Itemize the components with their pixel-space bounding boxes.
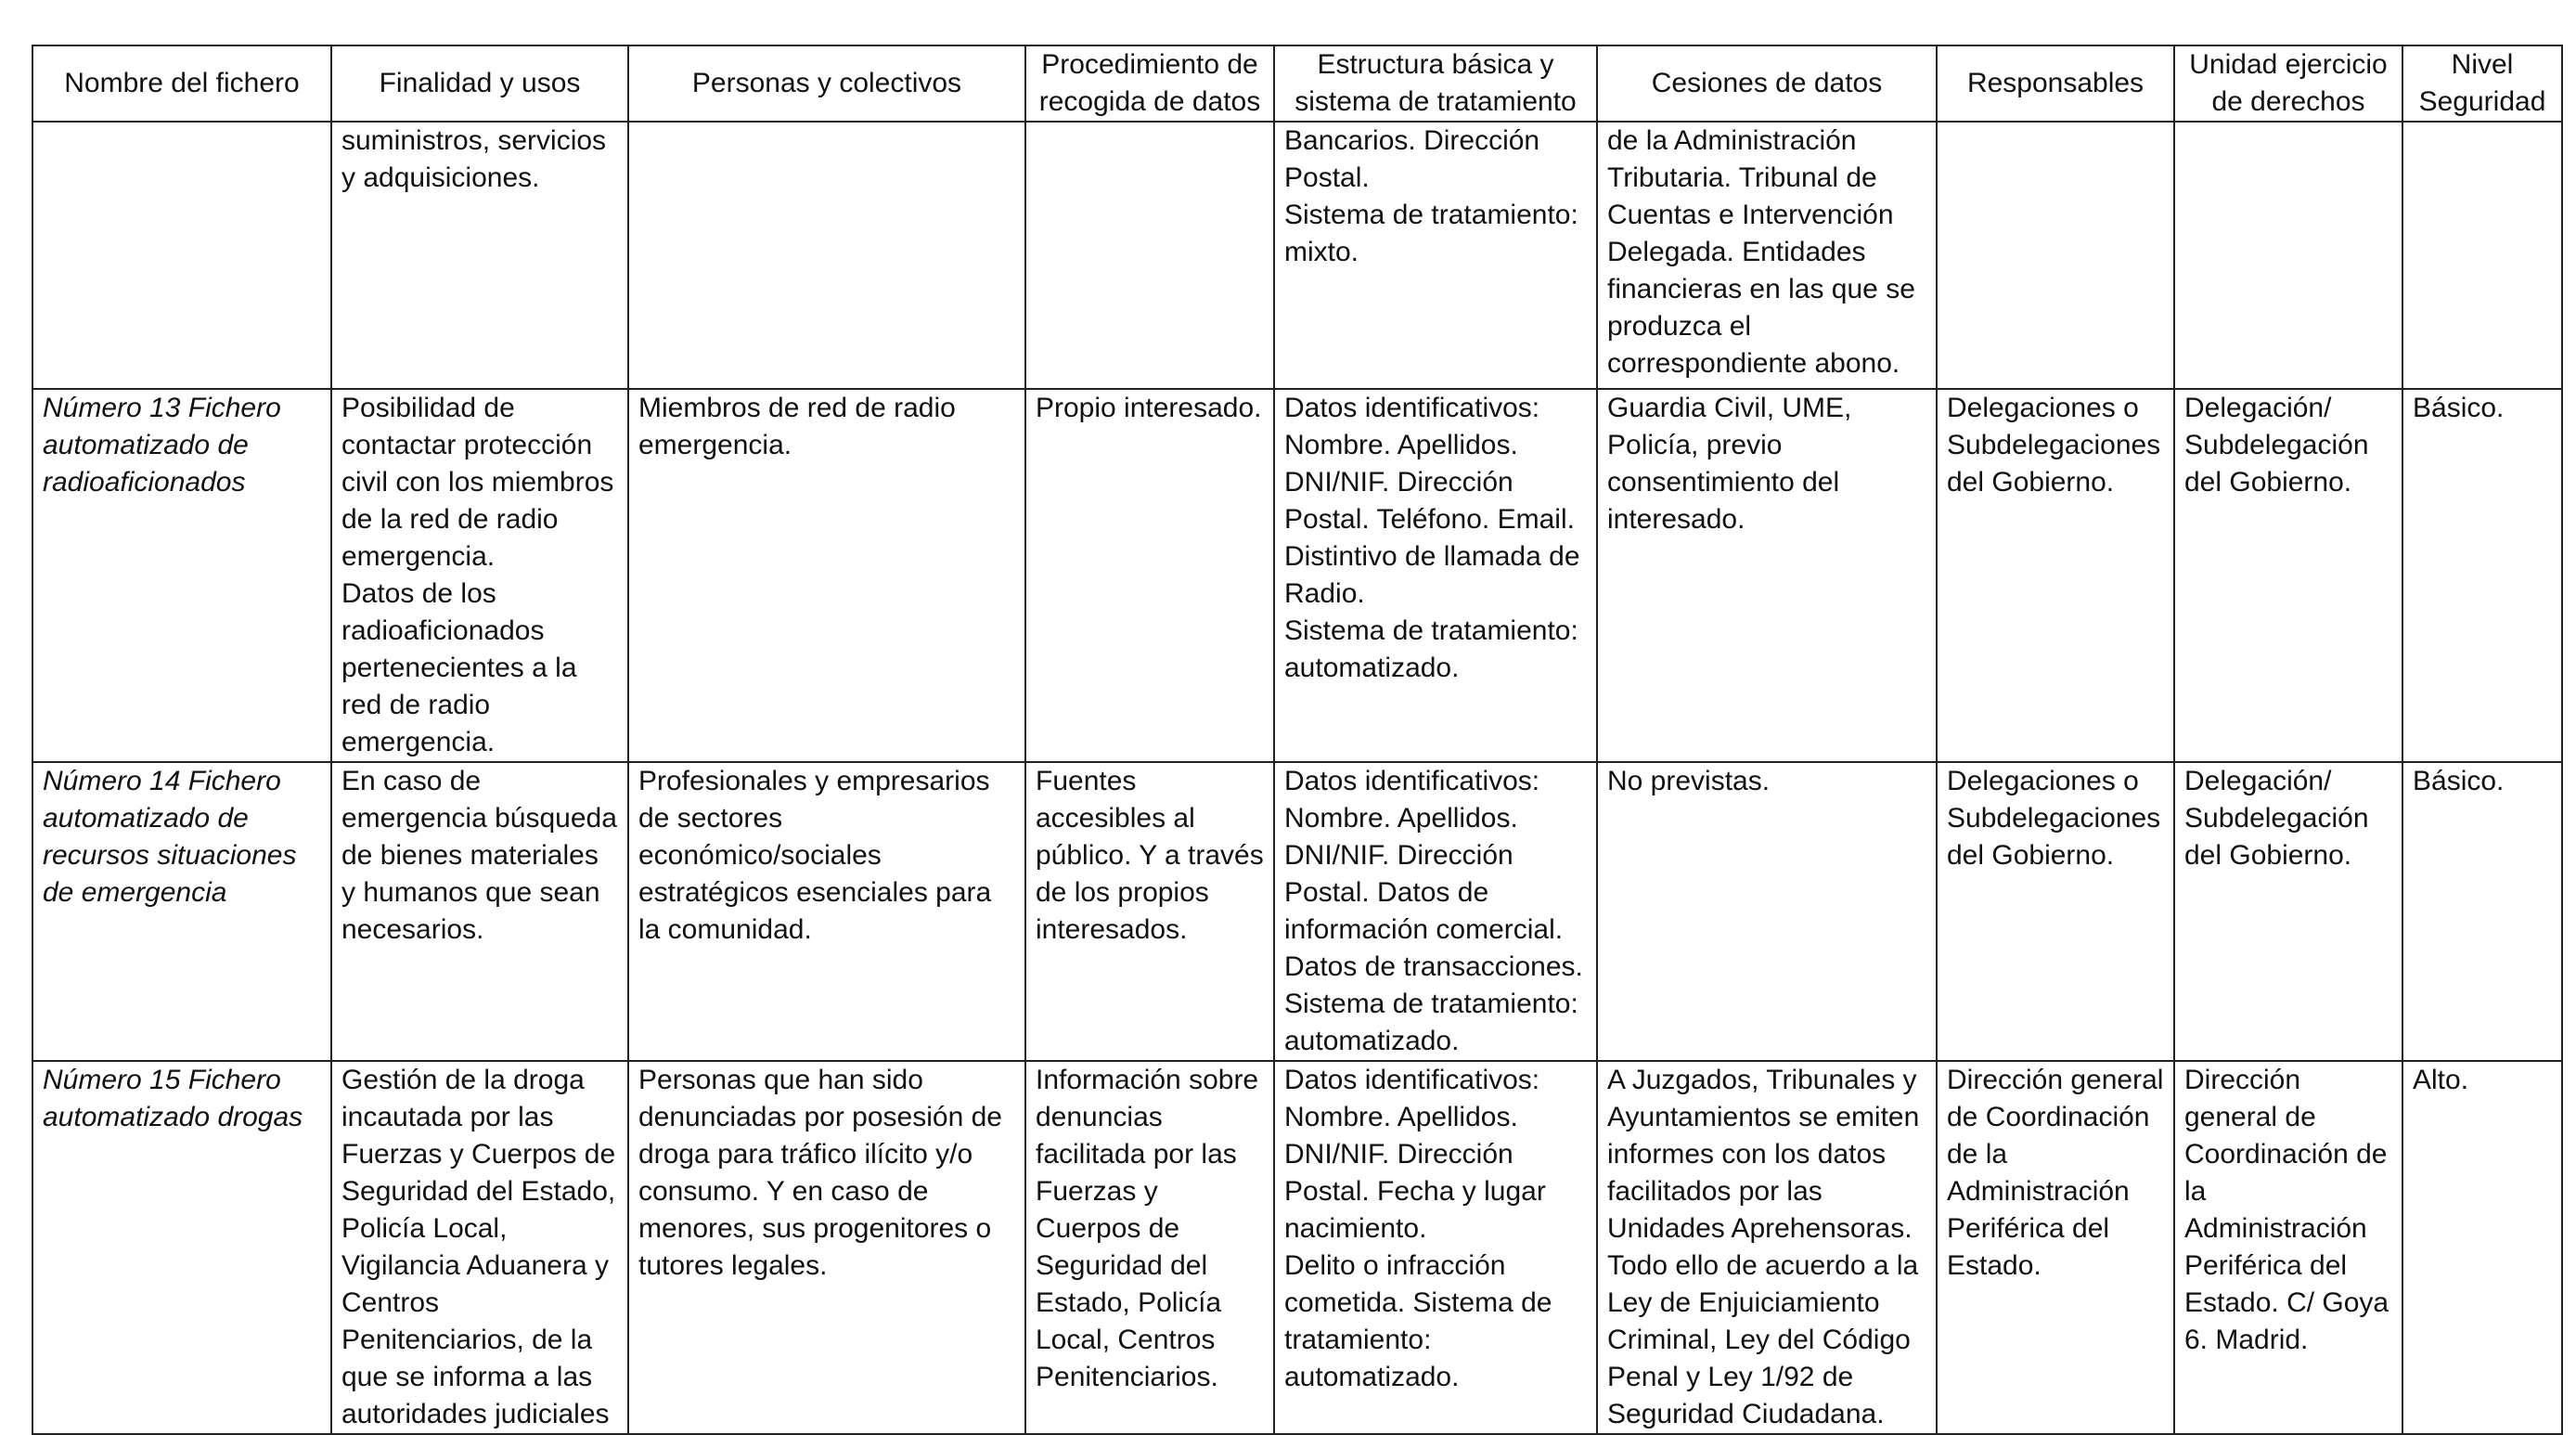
header-row [32, 45, 2562, 122]
cell-procedimiento: Información sobre denuncias facilitada por las Fuerzas y Cuerpos de Seguridad del Estado, Policía Local, Centros Penitenciarios. [1025, 1061, 1274, 1434]
cell-estructura: Bancarios. Dirección Postal. Sistema de tratamiento: mixto. [1274, 122, 1597, 389]
cell-unidad: Delegación/ Subdelegación del Gobierno. [2174, 762, 2402, 1061]
cell-responsables: Dirección general de Coordinación de la Administración Periférica del Estado. [1937, 1061, 2174, 1434]
cell-personas [628, 122, 1025, 389]
cell-nombre: Número 14 Fichero automatizado de recursos situaciones de emergencia [32, 762, 331, 1061]
cell-estructura: Datos identificativos: Nombre. Apellidos. DNI/NIF. Dirección Postal. Datos de información comercial. Datos de transacciones. Sistema de tratamiento: automatizado. [1274, 762, 1597, 1061]
cell-finalidad: Gestión de la droga incautada por las Fuerzas y Cuerpos de Seguridad del Estado, Policía Local, Vigilancia Aduanera y Centros Penitenciarios, de la que se informa a las autoridades judiciales [331, 1061, 628, 1434]
ficheros-table [32, 45, 2563, 1435]
table-row [32, 1061, 2562, 1434]
cell-responsables [1937, 122, 2174, 389]
cell-procedimiento: Propio interesado. [1025, 389, 1274, 762]
cell-unidad [2174, 122, 2402, 389]
cell-cesiones: No previstas. [1597, 762, 1937, 1061]
cell-finalidad: En caso de emergencia búsqueda de bienes materiales y humanos que sean necesarios. [331, 762, 628, 1061]
header-nivel: Nivel Seguridad [2402, 45, 2562, 122]
header-personas: Personas y colectivos [628, 45, 1025, 122]
cell-estructura: Datos identificativos: Nombre. Apellidos. DNI/NIF. Dirección Postal. Fecha y lugar nacimiento. Delito o infracción cometida. Sistema de tratamiento: automatizado. [1274, 1061, 1597, 1434]
cell-nombre: Número 15 Fichero automatizado drogas [32, 1061, 331, 1434]
cell-responsables: Delegaciones o Subdelegaciones del Gobierno. [1937, 389, 2174, 762]
document-page [32, 45, 2561, 1435]
table-row [32, 762, 2562, 1061]
cell-personas: Miembros de red de radio emergencia. [628, 389, 1025, 762]
cell-procedimiento [1025, 122, 1274, 389]
cell-estructura: Datos identificativos: Nombre. Apellidos. DNI/NIF. Dirección Postal. Teléfono. Email. Distintivo de llamada de Radio. Sistema de tratamiento: automatizado. [1274, 389, 1597, 762]
cell-cesiones: de la Administración Tributaria. Tribunal de Cuentas e Intervención Delegada. Entidades financieras en las que se produzca el correspondiente abono. [1597, 122, 1937, 389]
cell-finalidad: suministros, servicios y adquisiciones. [331, 122, 628, 389]
cell-nivel: Básico. [2402, 389, 2562, 762]
header-finalidad: Finalidad y usos [331, 45, 628, 122]
table-row [32, 122, 2562, 389]
table-row [32, 389, 2562, 762]
cell-nombre: Número 13 Fichero automatizado de radioaficionados [32, 389, 331, 762]
cell-nombre [32, 122, 331, 389]
cell-unidad: Delegación/ Subdelegación del Gobierno. [2174, 389, 2402, 762]
header-nombre: Nombre del fichero [32, 45, 331, 122]
cell-responsables: Delegaciones o Subdelegaciones del Gobierno. [1937, 762, 2174, 1061]
cell-procedimiento: Fuentes accesibles al público. Y a través de los propios interesados. [1025, 762, 1274, 1061]
cell-cesiones: Guardia Civil, UME, Policía, previo consentimiento del interesado. [1597, 389, 1937, 762]
cell-personas: Profesionales y empresarios de sectores económico/sociales estratégicos esenciales para la comunidad. [628, 762, 1025, 1061]
header-unidad: Unidad ejercicio de derechos [2174, 45, 2402, 122]
header-cesiones: Cesiones de datos [1597, 45, 1937, 122]
cell-nivel [2402, 122, 2562, 389]
cell-cesiones: A Juzgados, Tribunales y Ayuntamientos se emiten informes con los datos facilitados por las Unidades Aprehensoras. Todo ello de acuerdo a la Ley de Enjuiciamiento Criminal, Ley del Código Penal y Ley 1/92 de Seguridad Ciudadana. [1597, 1061, 1937, 1434]
cell-nivel: Básico. [2402, 762, 2562, 1061]
cell-nivel: Alto. [2402, 1061, 2562, 1434]
header-procedimiento: Procedimiento de recogida de datos [1025, 45, 1274, 122]
cell-finalidad: Posibilidad de contactar protección civil con los miembros de la red de radio emergencia. Datos de los radioaficionados pertenecientes a la red de radio emergencia. [331, 389, 628, 762]
cell-personas: Personas que han sido denunciadas por posesión de droga para tráfico ilícito y/o consumo. Y en caso de menores, sus progenitores o tutores legales. [628, 1061, 1025, 1434]
cell-unidad: Dirección general de Coordinación de la Administración Periférica del Estado. C/ Goya 6. Madrid. [2174, 1061, 2402, 1434]
header-estructura: Estructura básica y sistema de tratamiento [1274, 45, 1597, 122]
header-responsables: Responsables [1937, 45, 2174, 122]
